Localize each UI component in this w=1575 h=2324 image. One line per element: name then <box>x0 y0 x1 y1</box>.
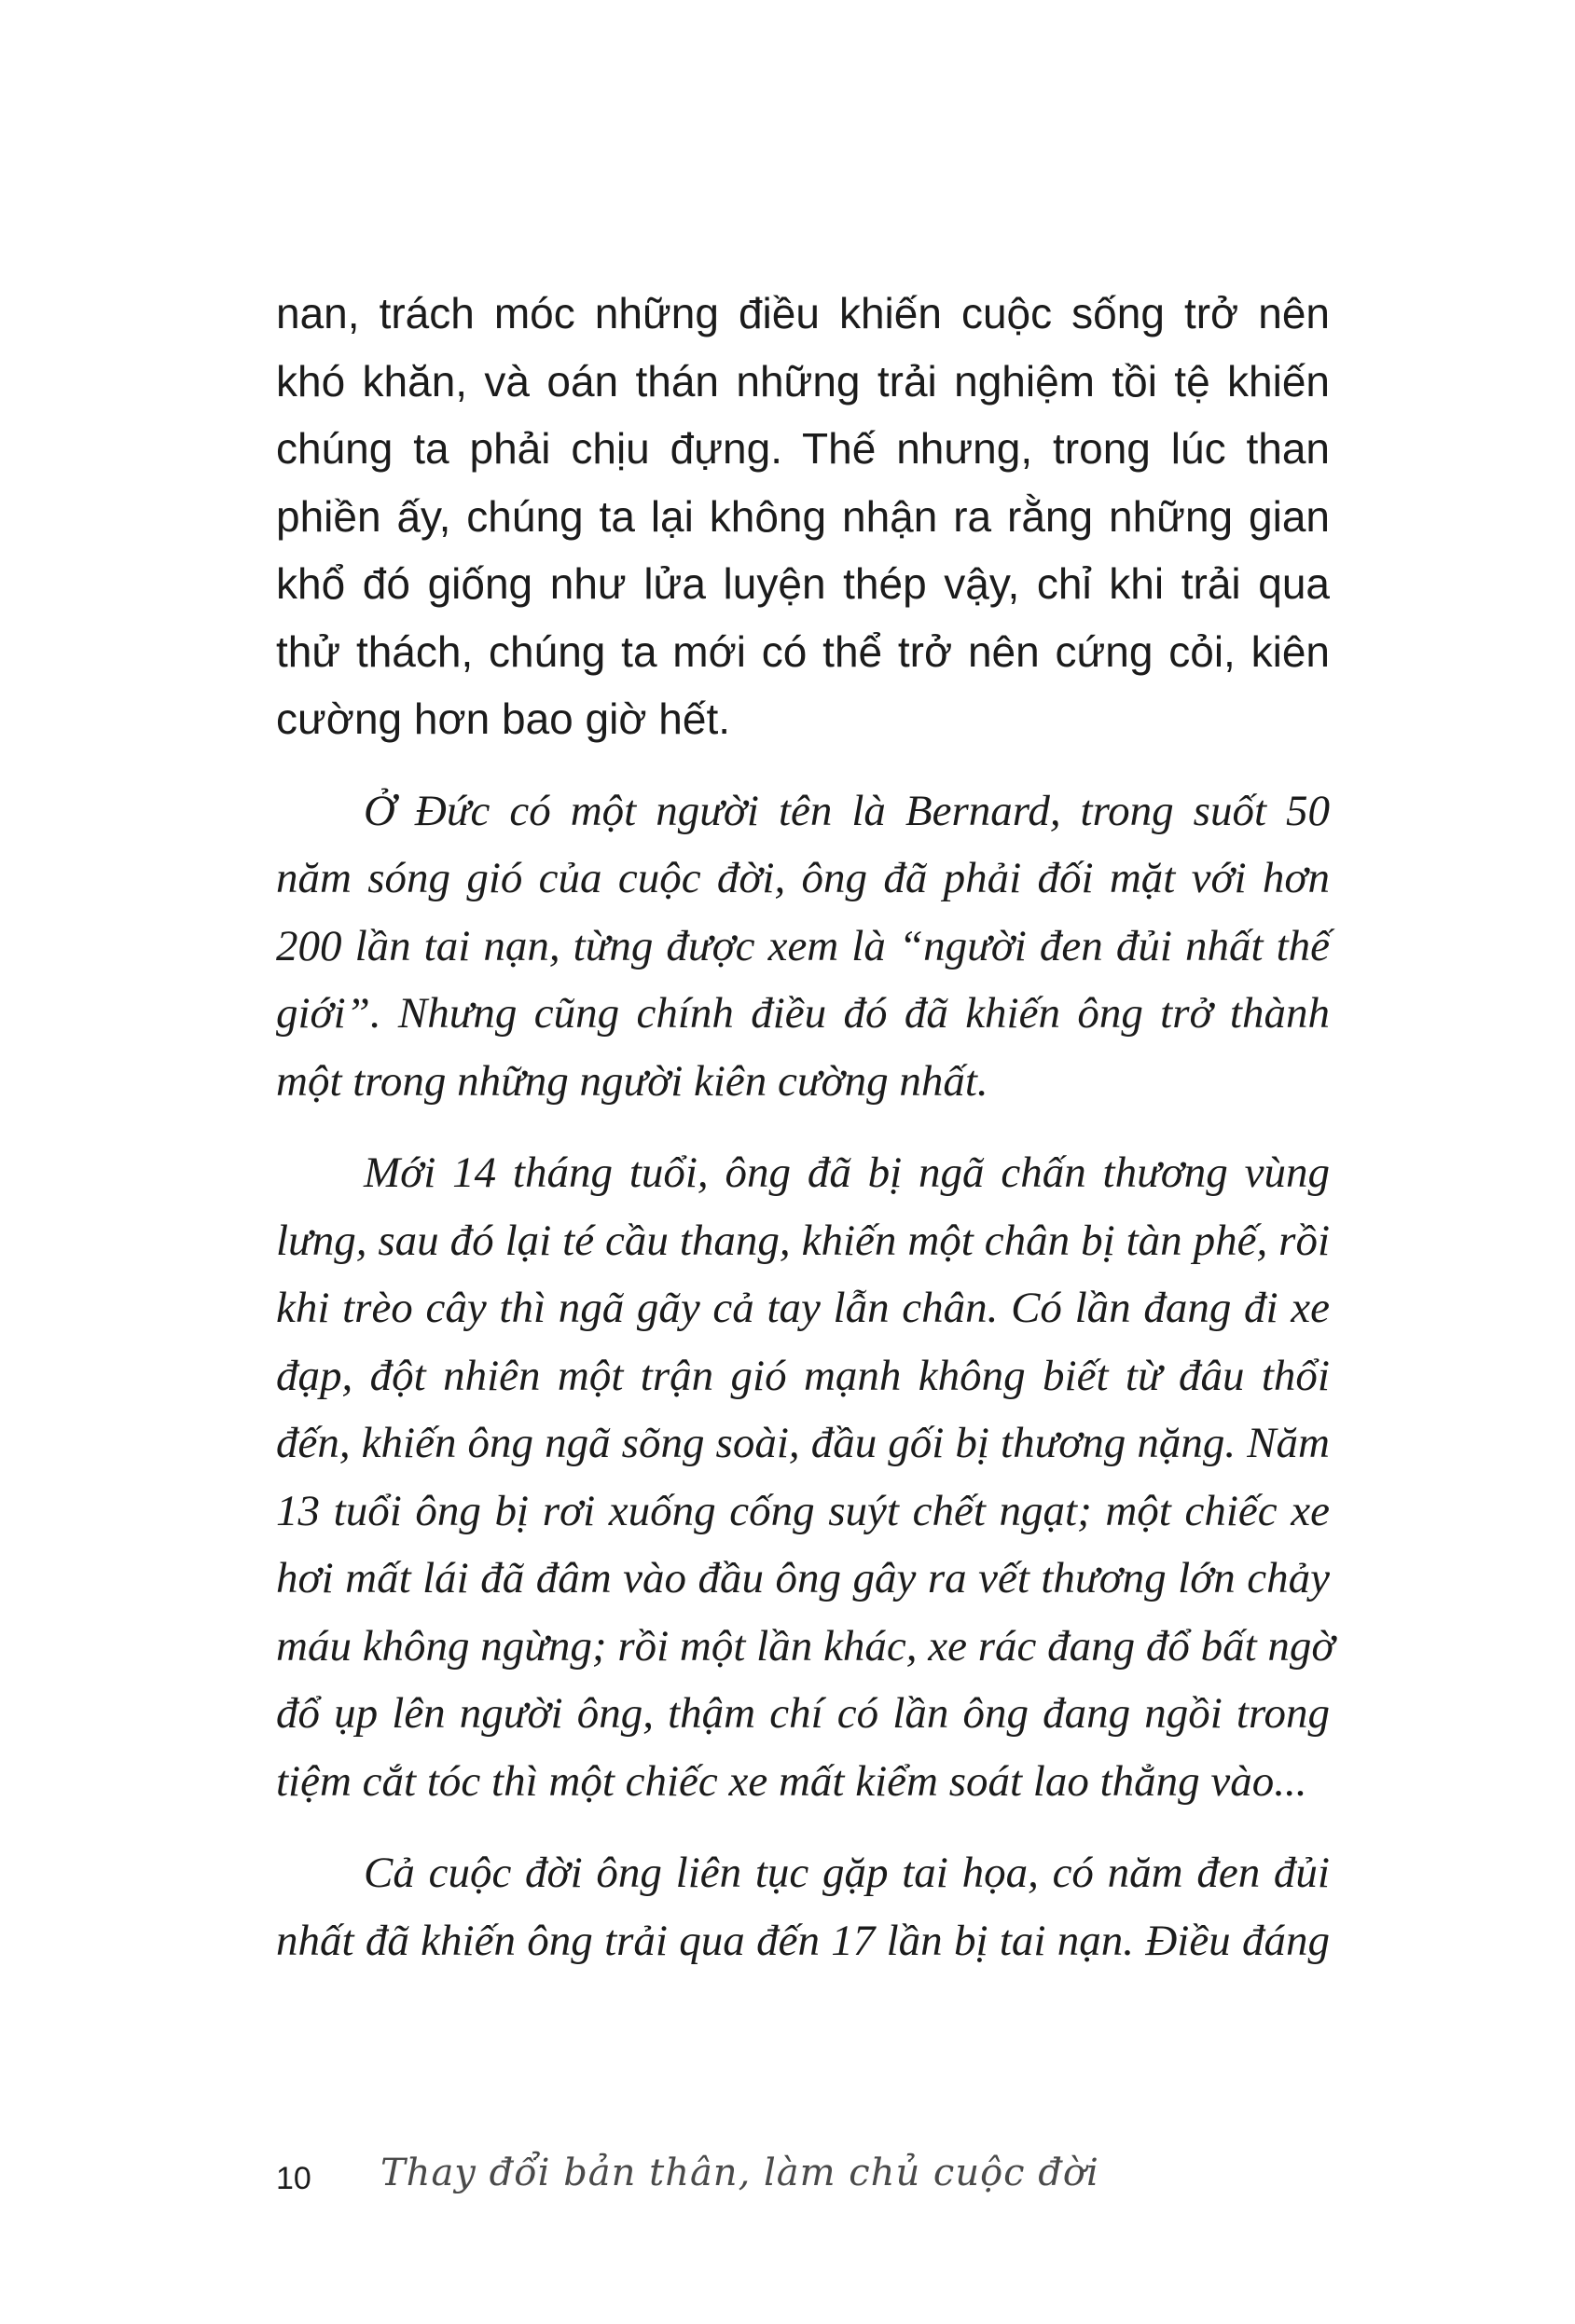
text-line: hơi mất lái đã đâm vào đầu ông gây ra vết thương lớn chảy <box>276 1554 1330 1602</box>
text-line: chúng ta phải chịu đựng. Thế nhưng, trong lúc than <box>276 424 1330 473</box>
text-line: 200 lần tai nạn, từng được xem là “người đen đủi nhất thế <box>276 921 1330 970</box>
paragraph <box>276 280 1330 753</box>
text-line: cường hơn bao giờ hết. <box>276 694 731 743</box>
text-line: đổ ụp lên người ông, thậm chí có lần ông đang ngồi trong <box>276 1689 1330 1738</box>
paragraph <box>276 1139 1335 1815</box>
text-line: khó khăn, và oán thán những trải nghiệm tồi tệ khiến <box>276 356 1330 406</box>
text-line: 13 tuổi ông bị rơi xuống cống suýt chết ngạt; một chiếc xe <box>276 1486 1330 1535</box>
text-line: tiệm cắt tóc thì một chiếc xe mất kiểm soát lao thẳng vào... <box>276 1756 1307 1806</box>
running-title: Thay đổi bản thân, làm chủ cuộc đời <box>380 2152 1099 2194</box>
text-line: nhất đã khiến ông trải qua đến 17 lần bị tai nạn. Điều đáng <box>276 1916 1330 1965</box>
text-line: năm sóng gió của cuộc đời, ông đã phải đối mặt với hơn <box>276 854 1330 902</box>
text-line: khổ đó giống như lửa luyện thép vậy, chỉ khi trải qua <box>276 559 1330 608</box>
text-line: phiền ấy, chúng ta lại không nhận ra rằng những gian <box>276 491 1330 541</box>
text-line: máu không ngừng; rồi một lần khác, xe rác đang đổ bất ngờ <box>276 1621 1335 1671</box>
text-line: lưng, sau đó lại té cầu thang, khiến một chân bị tàn phế, rồi <box>276 1216 1330 1265</box>
text-line: Cả cuộc đời ông liên tục gặp tai họa, có năm đen đủi <box>364 1849 1330 1897</box>
page-footer <box>276 2139 1330 2223</box>
text-line: khi trèo cây thì ngã gãy cả tay lẫn chân. Có lần đang đi xe <box>276 1284 1330 1332</box>
text-line: thử thách, chúng ta mới có thể trở nên cứng cỏi, kiên <box>276 626 1330 676</box>
text-line: đến, khiến ông ngã sõng soài, đầu gối bị thương nặng. Năm <box>276 1419 1330 1467</box>
text-line: đạp, đột nhiên một trận gió mạnh không biết từ đâu thổi <box>276 1351 1330 1400</box>
body-text <box>276 280 1335 1974</box>
text-line: một trong những người kiên cường nhất. <box>276 1056 988 1106</box>
text-line: Ở Đức có một người tên là Bernard, trong suốt 50 <box>364 786 1330 835</box>
page-number: 10 <box>276 2161 311 2196</box>
paragraph <box>276 1839 1330 1974</box>
text-line: giới”. Nhưng cũng chính điều đó đã khiến ông trở thành <box>276 989 1330 1038</box>
paragraph <box>276 777 1330 1116</box>
text-line: nan, trách móc những điều khiến cuộc sống trở nên <box>276 289 1330 337</box>
text-line: Mới 14 tháng tuổi, ông đã bị ngã chấn thương vùng <box>364 1148 1330 1197</box>
